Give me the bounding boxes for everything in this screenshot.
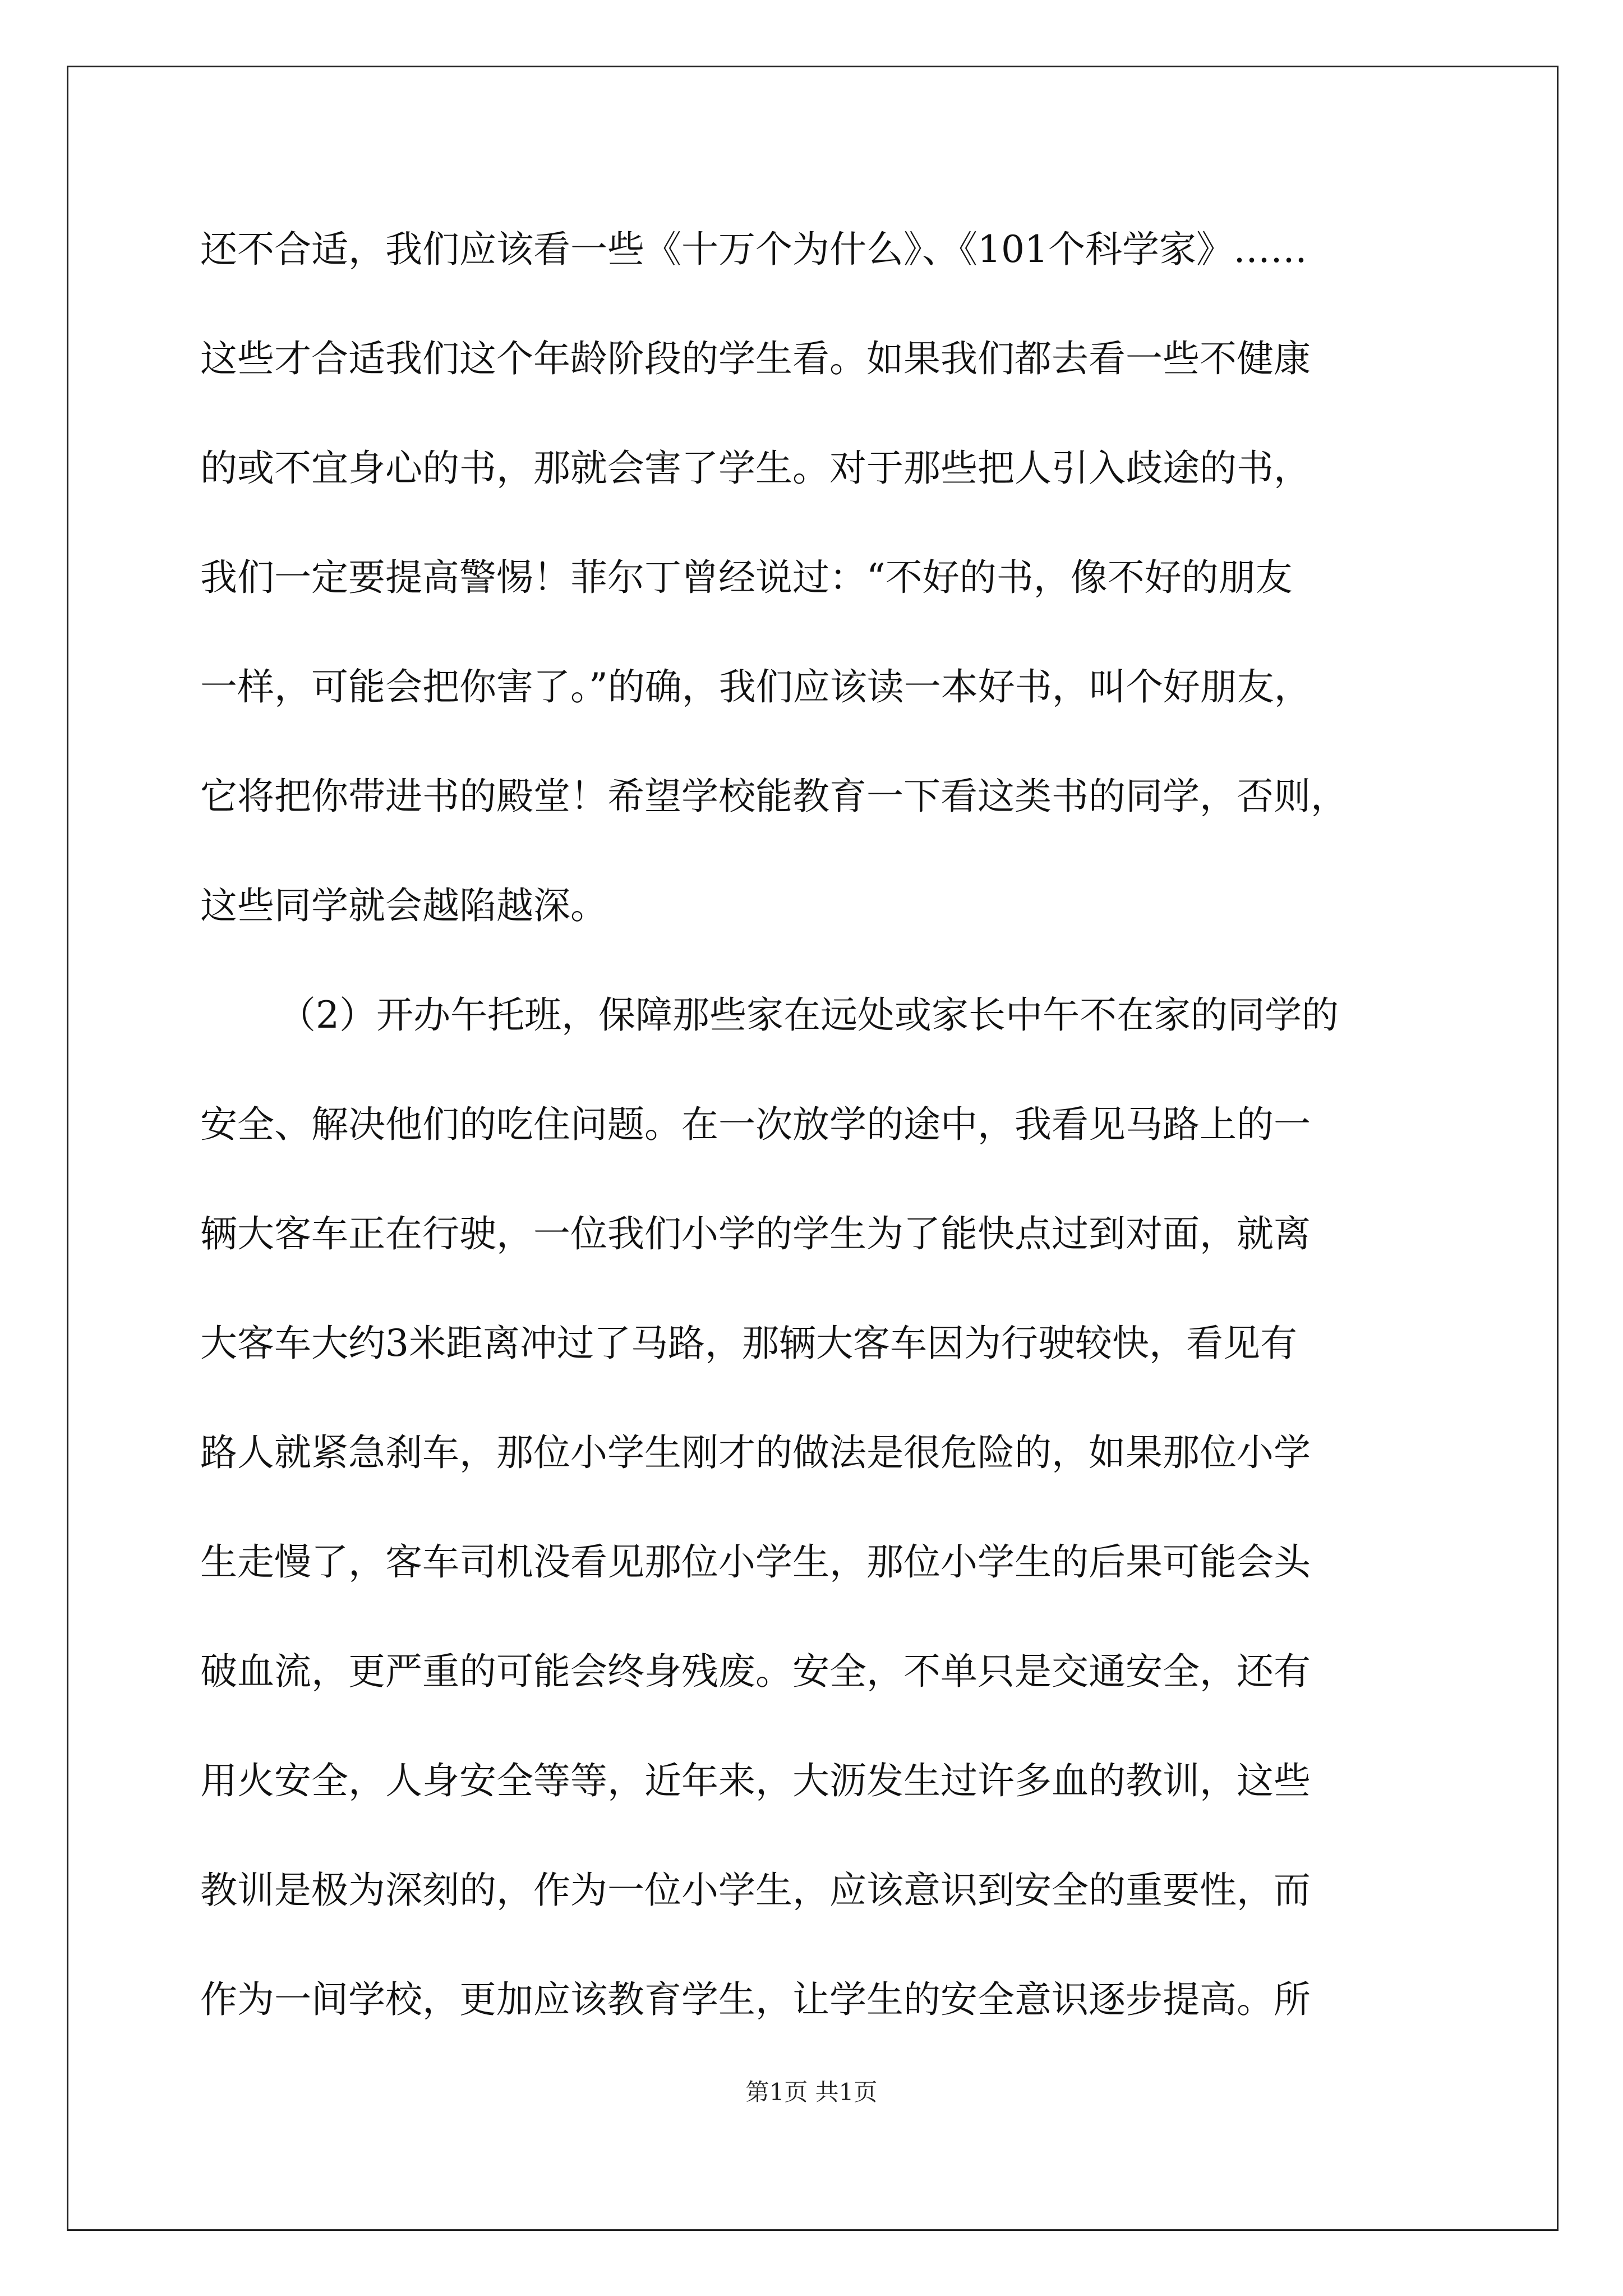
text-line-4: 我们一定要提高警惕！菲尔丁曾经说过：“不好的书，像不好的朋友 (200, 556, 1293, 599)
paragraph-2-first-line: （2）开办午托班，保障那些家在远处或家长中午不在家的同学的 (279, 993, 1339, 1037)
text-line-17: 作为一间学校，更加应该教育学生，让学生的安全意识逐步提高。所 (200, 1978, 1311, 2021)
text-line-6: 它将把你带进书的殿堂！希望学校能教育一下看这类书的同学，否则， (200, 775, 1348, 818)
text-line-12: 路人就紧急刹车，那位小学生刚才的做法是很危险的，如果那位小学 (200, 1431, 1311, 1474)
text-line-14: 破血流，更严重的可能会终身残废。安全，不单只是交通安全，还有 (200, 1650, 1311, 1693)
text-line-1: 还不合适，我们应该看一些《十万个为什么》、《101个科学家》…… (200, 228, 1307, 271)
text-line-2: 这些才合适我们这个年龄阶段的学生看。如果我们都去看一些不健康 (200, 337, 1311, 380)
text-line-9: 安全、解决他们的吃住问题。在一次放学的途中，我看见马路上的一 (200, 1103, 1311, 1146)
text-line-15: 用火安全，人身安全等等，近年来，大沥发生过许多血的教训，这些 (200, 1759, 1311, 1802)
text-line-16: 教训是极为深刻的，作为一位小学生，应该意识到安全的重要性，而 (200, 1869, 1311, 1912)
text-line-7: 这些同学就会越陷越深。 (200, 884, 607, 927)
text-line-11: 大客车大约3米距离冲过了马路，那辆大客车因为行驶较快，看见有 (200, 1322, 1297, 1365)
page-number-footer: 第1页 共1页 (745, 2078, 878, 2106)
text-line-10: 辆大客车正在行驶，一位我们小学的学生为了能快点过到对面，就离 (200, 1212, 1311, 1255)
text-line-5: 一样，可能会把你害了。”的确，我们应该读一本好书，叫个好朋友， (200, 665, 1311, 708)
text-line-13: 生走慢了，客车司机没看见那位小学生，那位小学生的后果可能会头 (200, 1540, 1311, 1584)
text-line-3: 的或不宜身心的书，那就会害了学生。对于那些把人引入歧途的书， (200, 447, 1311, 490)
